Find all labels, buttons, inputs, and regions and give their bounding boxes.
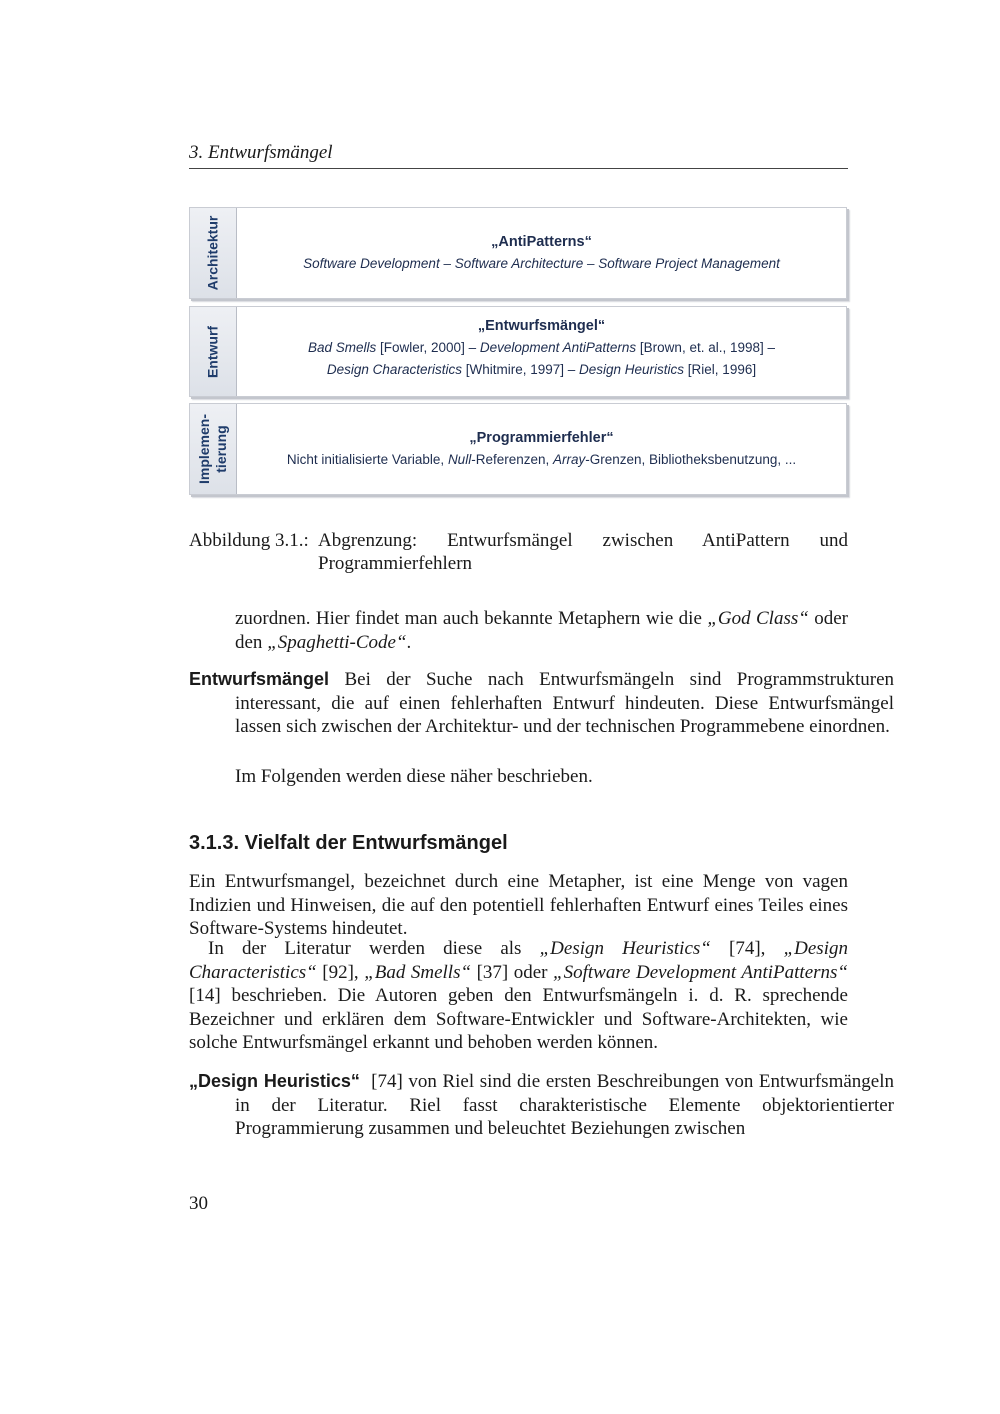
text-run: [14] beschrieben. Die Autoren geben den Entwurfsmängeln i. d. R. sprechende Bezeichner und erklären dem Software-Entwickler und Software-Architekten, wie solche Entwurfsmängel erkannt und behoben werden können. [189,985,848,1053]
band-content [237,208,846,298]
emphasis-text: Design Heuristics [579,362,685,377]
side-label-text [205,325,222,377]
paragraph-continued [235,607,848,654]
side-label-text [196,414,230,484]
band-entwurf [189,306,847,397]
emphasis-text: Software Development – Software Architecture – Software Project Management [303,256,780,271]
figure-caption [189,529,848,575]
band-line [237,452,846,467]
text-run: [74], [710,938,784,959]
band-architektur [189,207,847,299]
band-title: „Entwurfsmängel“ [477,318,606,334]
band-line [237,340,846,355]
emphasis-text: „Bad Smells“ [364,961,472,983]
text-run: -Referenzen, [471,452,553,467]
text-run: oder den [235,608,848,653]
figure-diagram [189,207,848,497]
caption-label: Abbildung 3.1.: [189,530,309,551]
side-label-line: Entwurf [204,325,221,378]
paragraph-literature [189,937,848,1055]
band-content [237,307,846,396]
emphasis-text: Null [447,452,472,467]
running-header: 3. Entwurfsmängel [189,142,848,169]
text-run: [Fowler, 2000] – [376,340,480,355]
definition-text: Bei der Suche nach Entwurfsmängeln sind Programmstrukturen interessant, die auf einen fehlerhaften Entwurf hindeuten. Diese Entwurfsmängel lassen sich zwischen der Architektur- und der technischen Programmebene einordnen. [235,669,894,737]
page-number: 30 [189,1193,208,1214]
band-side-label [190,404,237,494]
band-side-label [190,208,237,298]
band-title: „Programmierfehler“ [469,430,614,446]
emphasis-text: Bad Smells [307,340,377,355]
text-run: [Brown, et. al., 1998] – [636,340,776,355]
text-run: [92], [316,961,365,983]
emphasis-text: „Spaghetti-Code“ [267,631,407,653]
band-line [237,362,846,377]
emphasis-text: „Design Heuristics“ [539,938,711,959]
side-label-line: tierung [213,425,229,473]
side-label-line: Architektur [204,215,221,291]
text-run: In der Literatur werden diese als [208,938,540,959]
emphasis-text: „God Class“ [707,608,809,629]
emphasis-text: „Software Development AntiPatterns“ [553,961,848,983]
emphasis-text: Array [553,452,586,467]
definition-design-heuristics [189,1070,894,1141]
definition-entwurfsmaengel [189,668,894,739]
paragraph-followup: Im Folgenden werden diese näher beschrieben. [235,766,593,787]
text-run: zuordnen. Hier findet man auch bekannte Metaphern wie die [235,608,708,629]
emphasis-text: Design Characteristics [326,362,462,377]
text-run: [Riel, 1996] [684,362,757,377]
band-content [237,404,846,494]
definition-term: „Design Heuristics“ [189,1071,360,1091]
text-run: Nicht initialisierte Variable, [286,452,448,467]
band-side-label [190,307,237,396]
text-run: -Grenzen, Bibliotheksbenutzung, ... [585,452,797,467]
text-run: [37] oder [471,961,554,983]
text-run: [Whitmire, 1997] – [461,362,579,377]
definition-term: Entwurfsmängel [189,669,330,689]
band-implementierung [189,403,847,495]
band-title: „AntiPatterns“ [491,234,592,250]
caption-text: Abgrenzung: Entwurfsmängel zwischen AntiPattern und Programmierfehlern [318,530,848,574]
paragraph-intro: Ein Entwurfsmangel, bezeichnet durch eine Metapher, ist eine Menge von vagen Indizien und Hinweisen, die auf den potentiell fehlerhaften Entwurf eines Teiles eines Software-Systems hindeutet. [189,871,848,939]
side-label-line: Implemen- [196,413,212,485]
side-label-text [205,216,222,291]
emphasis-text: „Design Characteristics“ [189,938,848,983]
section-heading: 3.1.3. Vielfalt der Entwurfsmängel [189,832,508,854]
band-line [237,256,846,271]
text-run: . [406,631,412,653]
emphasis-text: Development AntiPatterns [479,340,637,355]
definition-text: [74] von Riel sind die ersten Beschreibungen von Entwurfsmängeln in der Literatur. Riel fasst charakteristische Elemente objektorientierter Programmierung zusammen und beleuchtet Beziehungen zwischen [235,1071,894,1139]
